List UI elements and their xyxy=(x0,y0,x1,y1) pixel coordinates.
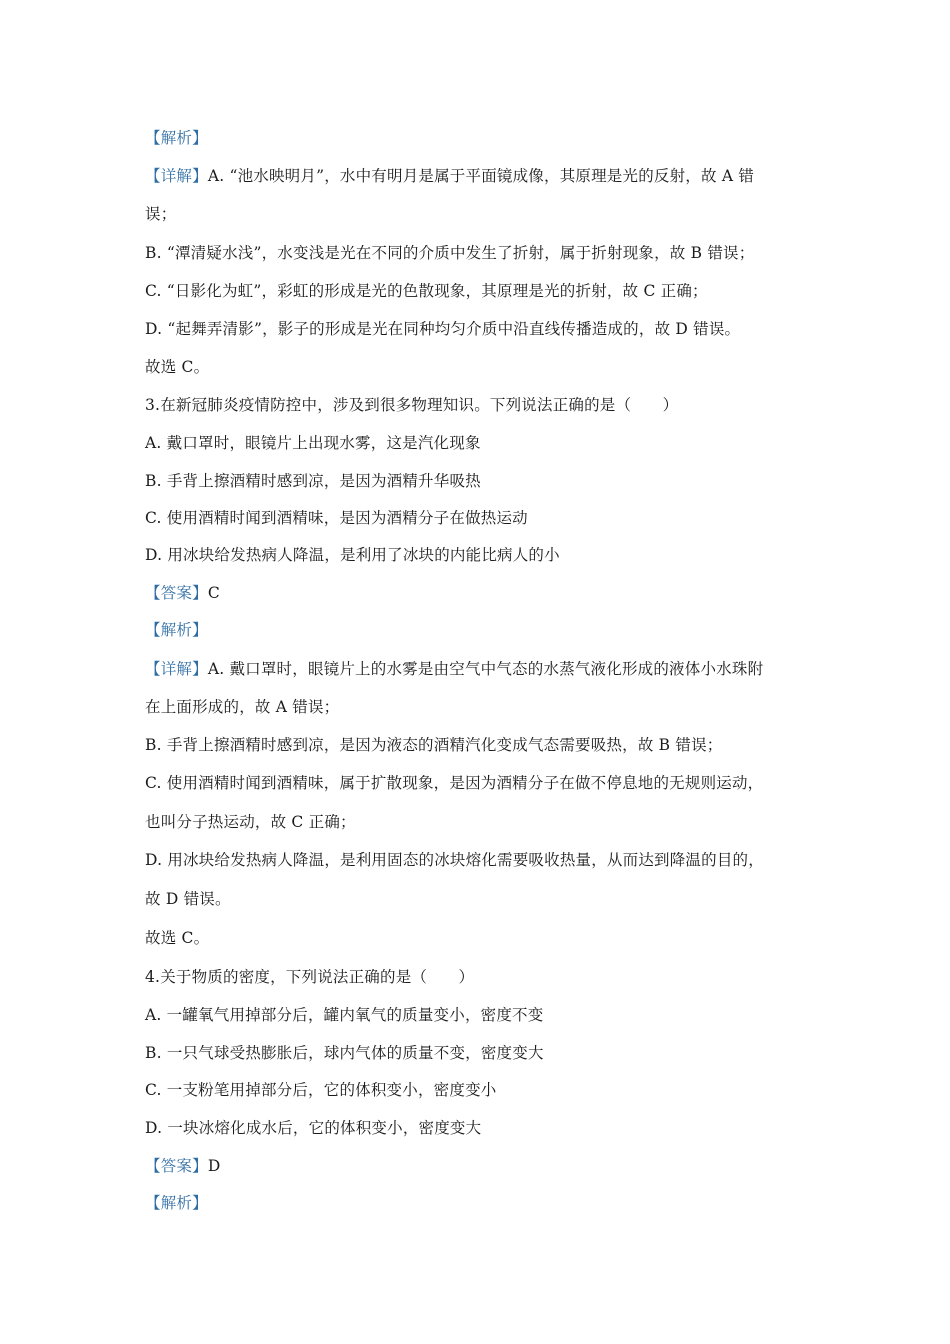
text-line xyxy=(145,281,708,301)
text-line xyxy=(145,128,208,148)
line-text: D. 用冰块给发热病人降温，是利用了冰块的内能比病人的小 xyxy=(145,546,560,564)
section-tag: 【解析】 xyxy=(145,621,208,639)
text-line xyxy=(145,850,764,870)
text-line xyxy=(145,166,754,186)
text-line xyxy=(145,967,474,987)
text-line xyxy=(145,928,209,948)
line-text: 3.在新冠肺炎疫情防控中，涉及到很多物理知识。下列说法正确的是（ ） xyxy=(145,396,679,414)
line-text: D. 用冰块给发热病人降温，是利用固态的冰块熔化需要吸收热量，从而达到降温的目的， xyxy=(145,851,764,869)
text-line xyxy=(145,1080,496,1100)
line-text: A. “池水映明月”，水中有明月是属于平面镜成像，其原理是光的反射，故 A 错 xyxy=(207,167,755,185)
line-text: A. 一罐氧气用掉部分后，罐内氧气的质量变小，密度不变 xyxy=(145,1006,544,1024)
line-text: 4.关于物质的密度，下列说法正确的是（ ） xyxy=(145,968,475,986)
text-line xyxy=(145,204,176,224)
text-line xyxy=(145,433,481,453)
line-text: C. “日影化为虹”，彩虹的形成是光的色散现象，其原理是光的折射，故 C 正确； xyxy=(145,282,708,300)
text-line xyxy=(145,889,231,909)
line-text: B. 手背上擦酒精时感到凉，是因为液态的酒精汽化变成气态需要吸热，故 B 错误； xyxy=(145,736,723,754)
section-tag: 【答案】 xyxy=(145,584,208,602)
line-text: D. “起舞弄清影”，影子的形成是光在同种均匀介质中沿直线传播造成的，故 D 错误。 xyxy=(145,320,741,338)
line-text: D. 一块冰熔化成水后，它的体积变小，密度变大 xyxy=(145,1119,482,1137)
line-text: 故 D 错误。 xyxy=(145,890,231,908)
line-text: C. 一支粉笔用掉部分后，它的体积变小，密度变小 xyxy=(145,1081,497,1099)
line-text: 故选 C。 xyxy=(145,358,210,376)
section-tag: 【解析】 xyxy=(145,129,208,147)
section-tag: 【解析】 xyxy=(145,1194,208,1212)
line-text: 误； xyxy=(145,205,177,223)
text-line xyxy=(145,812,356,832)
text-line xyxy=(145,659,763,679)
text-line xyxy=(145,243,754,263)
line-text: B. 手背上擦酒精时感到凉，是因为酒精升华吸热 xyxy=(145,472,481,490)
text-line xyxy=(145,583,220,603)
line-text: A. 戴口罩时，眼镜片上出现水雾，这是汽化现象 xyxy=(145,434,481,452)
line-text: B. 一只气球受热膨胀后，球内气体的质量不变，密度变大 xyxy=(145,1044,544,1062)
line-text: D xyxy=(207,1157,221,1175)
text-line xyxy=(145,697,339,717)
text-line xyxy=(145,620,208,640)
text-line xyxy=(145,395,678,415)
section-tag: 【详解】 xyxy=(145,167,208,185)
text-line xyxy=(145,1005,543,1025)
text-line xyxy=(145,1043,544,1063)
text-line xyxy=(145,508,528,528)
line-text: B. “潭清疑水浅”，水变浅是光在不同的介质中发生了折射，属于折射现象，故 B 错误； xyxy=(145,244,755,262)
line-text: 也叫分子热运动，故 C 正确； xyxy=(145,813,356,831)
line-text: C. 使用酒精时闻到酒精味，属于扩散现象，是因为酒精分子在做不停息地的无规则运动， xyxy=(145,774,764,792)
section-tag: 【详解】 xyxy=(145,660,208,678)
text-line xyxy=(145,545,560,565)
text-line xyxy=(145,471,481,491)
text-line xyxy=(145,773,763,793)
line-text: 故选 C。 xyxy=(145,929,210,947)
text-line xyxy=(145,357,209,377)
section-tag: 【答案】 xyxy=(145,1157,208,1175)
text-line xyxy=(145,735,723,755)
line-text: A. 戴口罩时，眼镜片上的水雾是由空气中气态的水蒸气液化形成的液体小水珠附 xyxy=(207,660,764,678)
text-line xyxy=(145,1156,220,1176)
line-text: C. 使用酒精时闻到酒精味，是因为酒精分子在做热运动 xyxy=(145,509,528,527)
text-line xyxy=(145,1118,481,1138)
line-text: C xyxy=(207,584,220,602)
text-line xyxy=(145,319,740,339)
line-text: 在上面形成的，故 A 错误； xyxy=(145,698,340,716)
text-line xyxy=(145,1193,208,1213)
